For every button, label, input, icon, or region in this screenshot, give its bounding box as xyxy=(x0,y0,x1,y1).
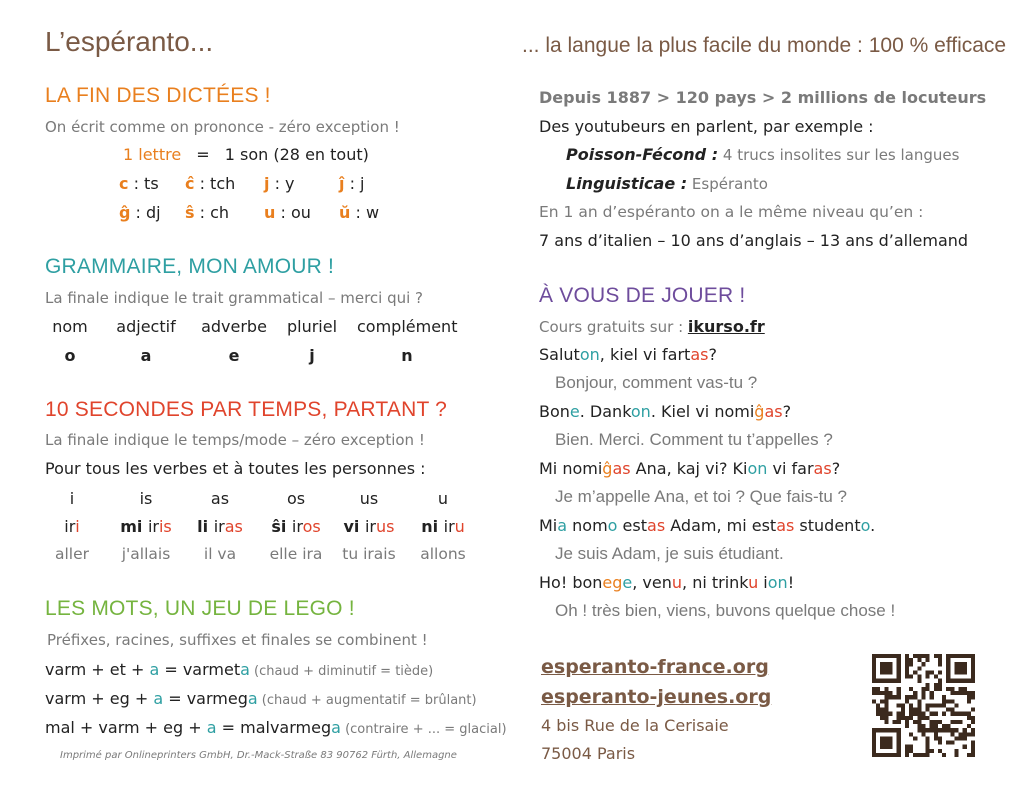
verb-pronoun: li xyxy=(197,517,214,536)
dialogue-segment: o xyxy=(860,516,871,535)
lego-parts: varm + et + xyxy=(45,660,150,679)
dialogue-segment: as xyxy=(647,516,666,535)
dialogue-segment: Salut xyxy=(539,345,580,364)
dialogue-segment: on xyxy=(630,402,651,421)
verb-ending: u xyxy=(454,517,465,536)
lego-result-final: a xyxy=(247,689,258,708)
verb-french: aller xyxy=(54,545,90,563)
lego-final: a xyxy=(206,718,217,737)
lego-equals: = xyxy=(216,718,241,737)
dialogue-segment: as xyxy=(690,345,709,364)
dialogue-french: Bien. Merci. Comment tu t’appelles ? xyxy=(555,430,833,449)
verb-french: j'allais xyxy=(121,545,171,563)
level-line: En 1 an d’espéranto on a le même niveau qu’en : xyxy=(539,203,924,221)
verb-stem: ir xyxy=(147,517,159,536)
letter-symbol: ŭ xyxy=(339,203,351,222)
lego-equals: = xyxy=(163,689,187,708)
lego-final: a xyxy=(153,689,164,708)
intro-lego: Préfixes, racines, suffixes et finales se combinent ! xyxy=(47,631,428,649)
grammar-ending: a xyxy=(140,346,152,365)
verb-pronoun: ŝi xyxy=(271,517,292,536)
lego-row xyxy=(45,718,507,737)
letter-symbol: u xyxy=(264,203,276,222)
verb-form xyxy=(398,517,488,536)
lego-note: (contraire + ... = glacial) xyxy=(340,722,507,737)
courses-label: Cours gratuits sur : xyxy=(539,318,688,336)
rule-left: 1 lettre xyxy=(123,145,182,164)
letter-sound: : dj xyxy=(130,203,161,222)
verb-stem: ir xyxy=(291,517,303,536)
letter-symbol: ĵ xyxy=(339,174,345,193)
verbs-line: Pour tous les verbes et à toutes les personnes : xyxy=(45,459,426,478)
verb-stem: ir xyxy=(443,517,455,536)
verb-stem: ir xyxy=(364,517,377,536)
letter-sound: : ts xyxy=(128,174,159,193)
dialogue-segment: Bon xyxy=(539,402,570,421)
dialogue-segment: e xyxy=(622,573,633,592)
dialogue-segment: Ana, kaj vi? Ki xyxy=(630,459,748,478)
heading-lego: LES MOTS, UN JEU DE LEGO ! xyxy=(45,597,355,620)
compare-line: 7 ans d’italien – 10 ans d’anglais – 13 ans d’allemand xyxy=(539,231,969,250)
verb-french: tu irais xyxy=(342,545,396,563)
verb-ending: as xyxy=(224,517,243,536)
dialogue-segment: as xyxy=(764,402,783,421)
letter-sound: : w xyxy=(350,203,380,222)
link-esperanto-france[interactable]: esperanto-france.org xyxy=(541,656,769,678)
dialogue-segment: on xyxy=(767,573,788,592)
youtuber-2-desc: Espéranto xyxy=(687,175,768,193)
dialogue-segment: on xyxy=(579,345,600,364)
lego-result-final: a xyxy=(240,660,250,679)
youtuber-2-name: Linguisticae : xyxy=(566,174,688,193)
dialogue-segment: ! xyxy=(787,573,795,592)
youtuber-1 xyxy=(566,145,959,164)
dialogue-segment: as xyxy=(776,516,795,535)
lego-parts: varm + eg + xyxy=(45,689,154,708)
printer-footer: Imprimé par Onlineprinters GmbH, Dr.-Mack-Straße 83 90762 Fürth, Allemagne xyxy=(60,750,457,761)
stats-line: Depuis 1887 > 120 pays > 2 millions de locuteurs xyxy=(539,88,987,107)
grammar-label: adjectif xyxy=(116,317,176,336)
dialogue-segment: Adam, mi est xyxy=(665,516,777,535)
letter-pair xyxy=(264,203,311,222)
dialogue-french: Je m’appelle Ana, et toi ? Que fais-tu ? xyxy=(555,487,848,506)
letter-sound: : tch xyxy=(194,174,236,193)
youtubers-line: Des youtubeurs en parlent, par exemple : xyxy=(539,117,874,136)
letter-pair xyxy=(339,174,365,193)
dialogue-french: Bonjour, comment vas-tu ? xyxy=(555,373,758,392)
dialogue-segment: u xyxy=(748,573,759,592)
dialogue-segment: nom xyxy=(567,516,608,535)
heading-jouer: À VOUS DE JOUER ! xyxy=(539,284,746,307)
lego-parts: mal + varm + eg + xyxy=(45,718,207,737)
dialogue-esperanto xyxy=(539,459,840,478)
lego-result-stem: varmet xyxy=(182,660,241,679)
dialogue-segment: a xyxy=(557,516,568,535)
qr-code-icon[interactable] xyxy=(872,654,975,757)
letter-symbol: j xyxy=(264,174,270,193)
letter-rule xyxy=(123,145,369,164)
grammar-label: adverbe xyxy=(201,317,267,336)
letter-pair xyxy=(119,203,161,222)
lego-note: (chaud + augmentatif = brûlant) xyxy=(257,693,477,708)
verb-ending: os xyxy=(302,517,321,536)
courses-line xyxy=(539,317,765,336)
verb-french: elle ira xyxy=(269,545,323,563)
dialogue-segment: on xyxy=(747,459,768,478)
grammar-ending: n xyxy=(401,346,413,365)
letter-symbol: ŝ xyxy=(185,203,195,222)
letter-sound: : ou xyxy=(275,203,311,222)
heading-dictees: LA FIN DES DICTÉES ! xyxy=(45,84,271,107)
dialogue-french: Oh ! très bien, viens, buvons quelque chose ! xyxy=(555,601,896,620)
dialogue-segment: , kiel vi fart xyxy=(599,345,691,364)
verb-pronoun: ni xyxy=(421,517,444,536)
dialogue-esperanto xyxy=(539,573,794,592)
grammar-ending: e xyxy=(228,346,240,365)
youtuber-2 xyxy=(566,174,768,193)
dialogue-french: Je suis Adam, je suis étudiant. xyxy=(555,544,784,563)
dialogue-segment: ? xyxy=(782,402,792,421)
verb-french: allons xyxy=(420,545,466,563)
dialogue-esperanto xyxy=(539,402,791,421)
dialogue-segment: , ni trink xyxy=(682,573,749,592)
address-street: 4 bis Rue de la Cerisaie xyxy=(541,716,729,735)
courses-link[interactable]: ikurso.fr xyxy=(687,317,765,336)
dialogue-esperanto xyxy=(539,516,875,535)
page-title: L’espéranto... xyxy=(45,26,214,57)
lego-result-stem: varmeg xyxy=(186,689,248,708)
lego-row xyxy=(45,660,433,679)
letter-sound: : y xyxy=(269,174,295,193)
tense-ending: is xyxy=(139,489,153,508)
tense-ending: u xyxy=(437,489,449,508)
tense-ending: os xyxy=(286,489,306,508)
verb-stem: ir xyxy=(64,517,76,536)
lego-row xyxy=(45,689,477,708)
grammar-label: nom xyxy=(52,317,88,336)
tense-ending: as xyxy=(210,489,230,508)
dialogue-segment: student xyxy=(794,516,861,535)
youtuber-1-name: Poisson-Fécond : xyxy=(566,145,719,164)
verb-stem: ir xyxy=(213,517,225,536)
verb-ending: us xyxy=(376,517,395,536)
dialogue-segment: est xyxy=(617,516,648,535)
verb-french: il va xyxy=(203,545,237,563)
dialogue-segment: u xyxy=(671,573,683,592)
dialogue-segment: . Kiel vi nomi xyxy=(650,402,755,421)
verb-ending: is xyxy=(158,517,172,536)
lego-result-final: a xyxy=(331,718,341,737)
verb-ending: i xyxy=(75,517,80,536)
rule-eq: = xyxy=(196,145,210,164)
dialogue-esperanto xyxy=(539,345,717,364)
lego-note: (chaud + diminutif = tiède) xyxy=(249,664,434,679)
grammar-ending: j xyxy=(309,346,315,365)
letter-symbol: ĉ xyxy=(185,174,195,193)
tense-ending: us xyxy=(359,489,379,508)
dialogue-segment: Mi nomi xyxy=(539,459,603,478)
tense-ending: i xyxy=(69,489,75,508)
grammar-ending: o xyxy=(64,346,76,365)
dialogue-segment: eg xyxy=(602,573,623,592)
letter-pair xyxy=(119,174,159,193)
intro-temps: La finale indique le temps/mode – zéro exception ! xyxy=(45,431,425,449)
dialogue-segment: ĝ xyxy=(754,402,765,421)
verb-pronoun: vi xyxy=(343,517,365,536)
address-city: 75004 Paris xyxy=(541,744,636,763)
dialogue-segment: ĝ xyxy=(602,459,613,478)
dialogue-segment: ? xyxy=(831,459,841,478)
youtuber-1-desc: 4 trucs insolites sur les langues xyxy=(718,146,960,164)
letter-symbol: c xyxy=(119,174,129,193)
lego-final: a xyxy=(149,660,160,679)
dialogue-segment: Ho! bon xyxy=(539,573,603,592)
grammar-label: complément xyxy=(357,317,458,336)
letter-pair xyxy=(185,203,229,222)
heading-grammaire: GRAMMAIRE, MON AMOUR ! xyxy=(45,255,335,278)
verb-pronoun: mi xyxy=(120,517,148,536)
letter-pair xyxy=(185,174,235,193)
rule-right: 1 son (28 en tout) xyxy=(224,145,369,164)
letter-pair xyxy=(264,174,295,193)
letter-sound: : j xyxy=(344,174,365,193)
dialogue-segment: . Dank xyxy=(579,402,631,421)
dialogue-segment: . xyxy=(870,516,876,535)
letter-sound: : ch xyxy=(194,203,230,222)
dialogue-segment: as xyxy=(612,459,631,478)
dialogue-segment: e xyxy=(569,402,580,421)
dialogue-segment: o xyxy=(607,516,618,535)
lego-result-stem: malvarmeg xyxy=(240,718,332,737)
tagline: ... la langue la plus facile du monde : 100 % efficace xyxy=(522,34,1007,57)
lego-equals: = xyxy=(159,660,183,679)
link-esperanto-jeunes[interactable]: esperanto-jeunes.org xyxy=(541,686,772,708)
dialogue-segment: i xyxy=(758,573,768,592)
dialogue-segment: ? xyxy=(708,345,717,364)
dialogue-segment: Mi xyxy=(539,516,558,535)
intro-dictees: On écrit comme on prononce - zéro exception ! xyxy=(45,118,400,136)
dialogue-segment: , ven xyxy=(632,573,672,592)
dialogue-segment: as xyxy=(813,459,832,478)
letter-symbol: ĝ xyxy=(119,203,131,222)
dialogue-segment: vi far xyxy=(767,459,814,478)
letter-pair xyxy=(339,203,379,222)
intro-grammaire: La finale indique le trait grammatical – merci qui ? xyxy=(45,289,424,307)
grammar-label: pluriel xyxy=(286,317,338,336)
heading-temps: 10 SECONDES PAR TEMPS, PARTANT ? xyxy=(45,398,448,421)
